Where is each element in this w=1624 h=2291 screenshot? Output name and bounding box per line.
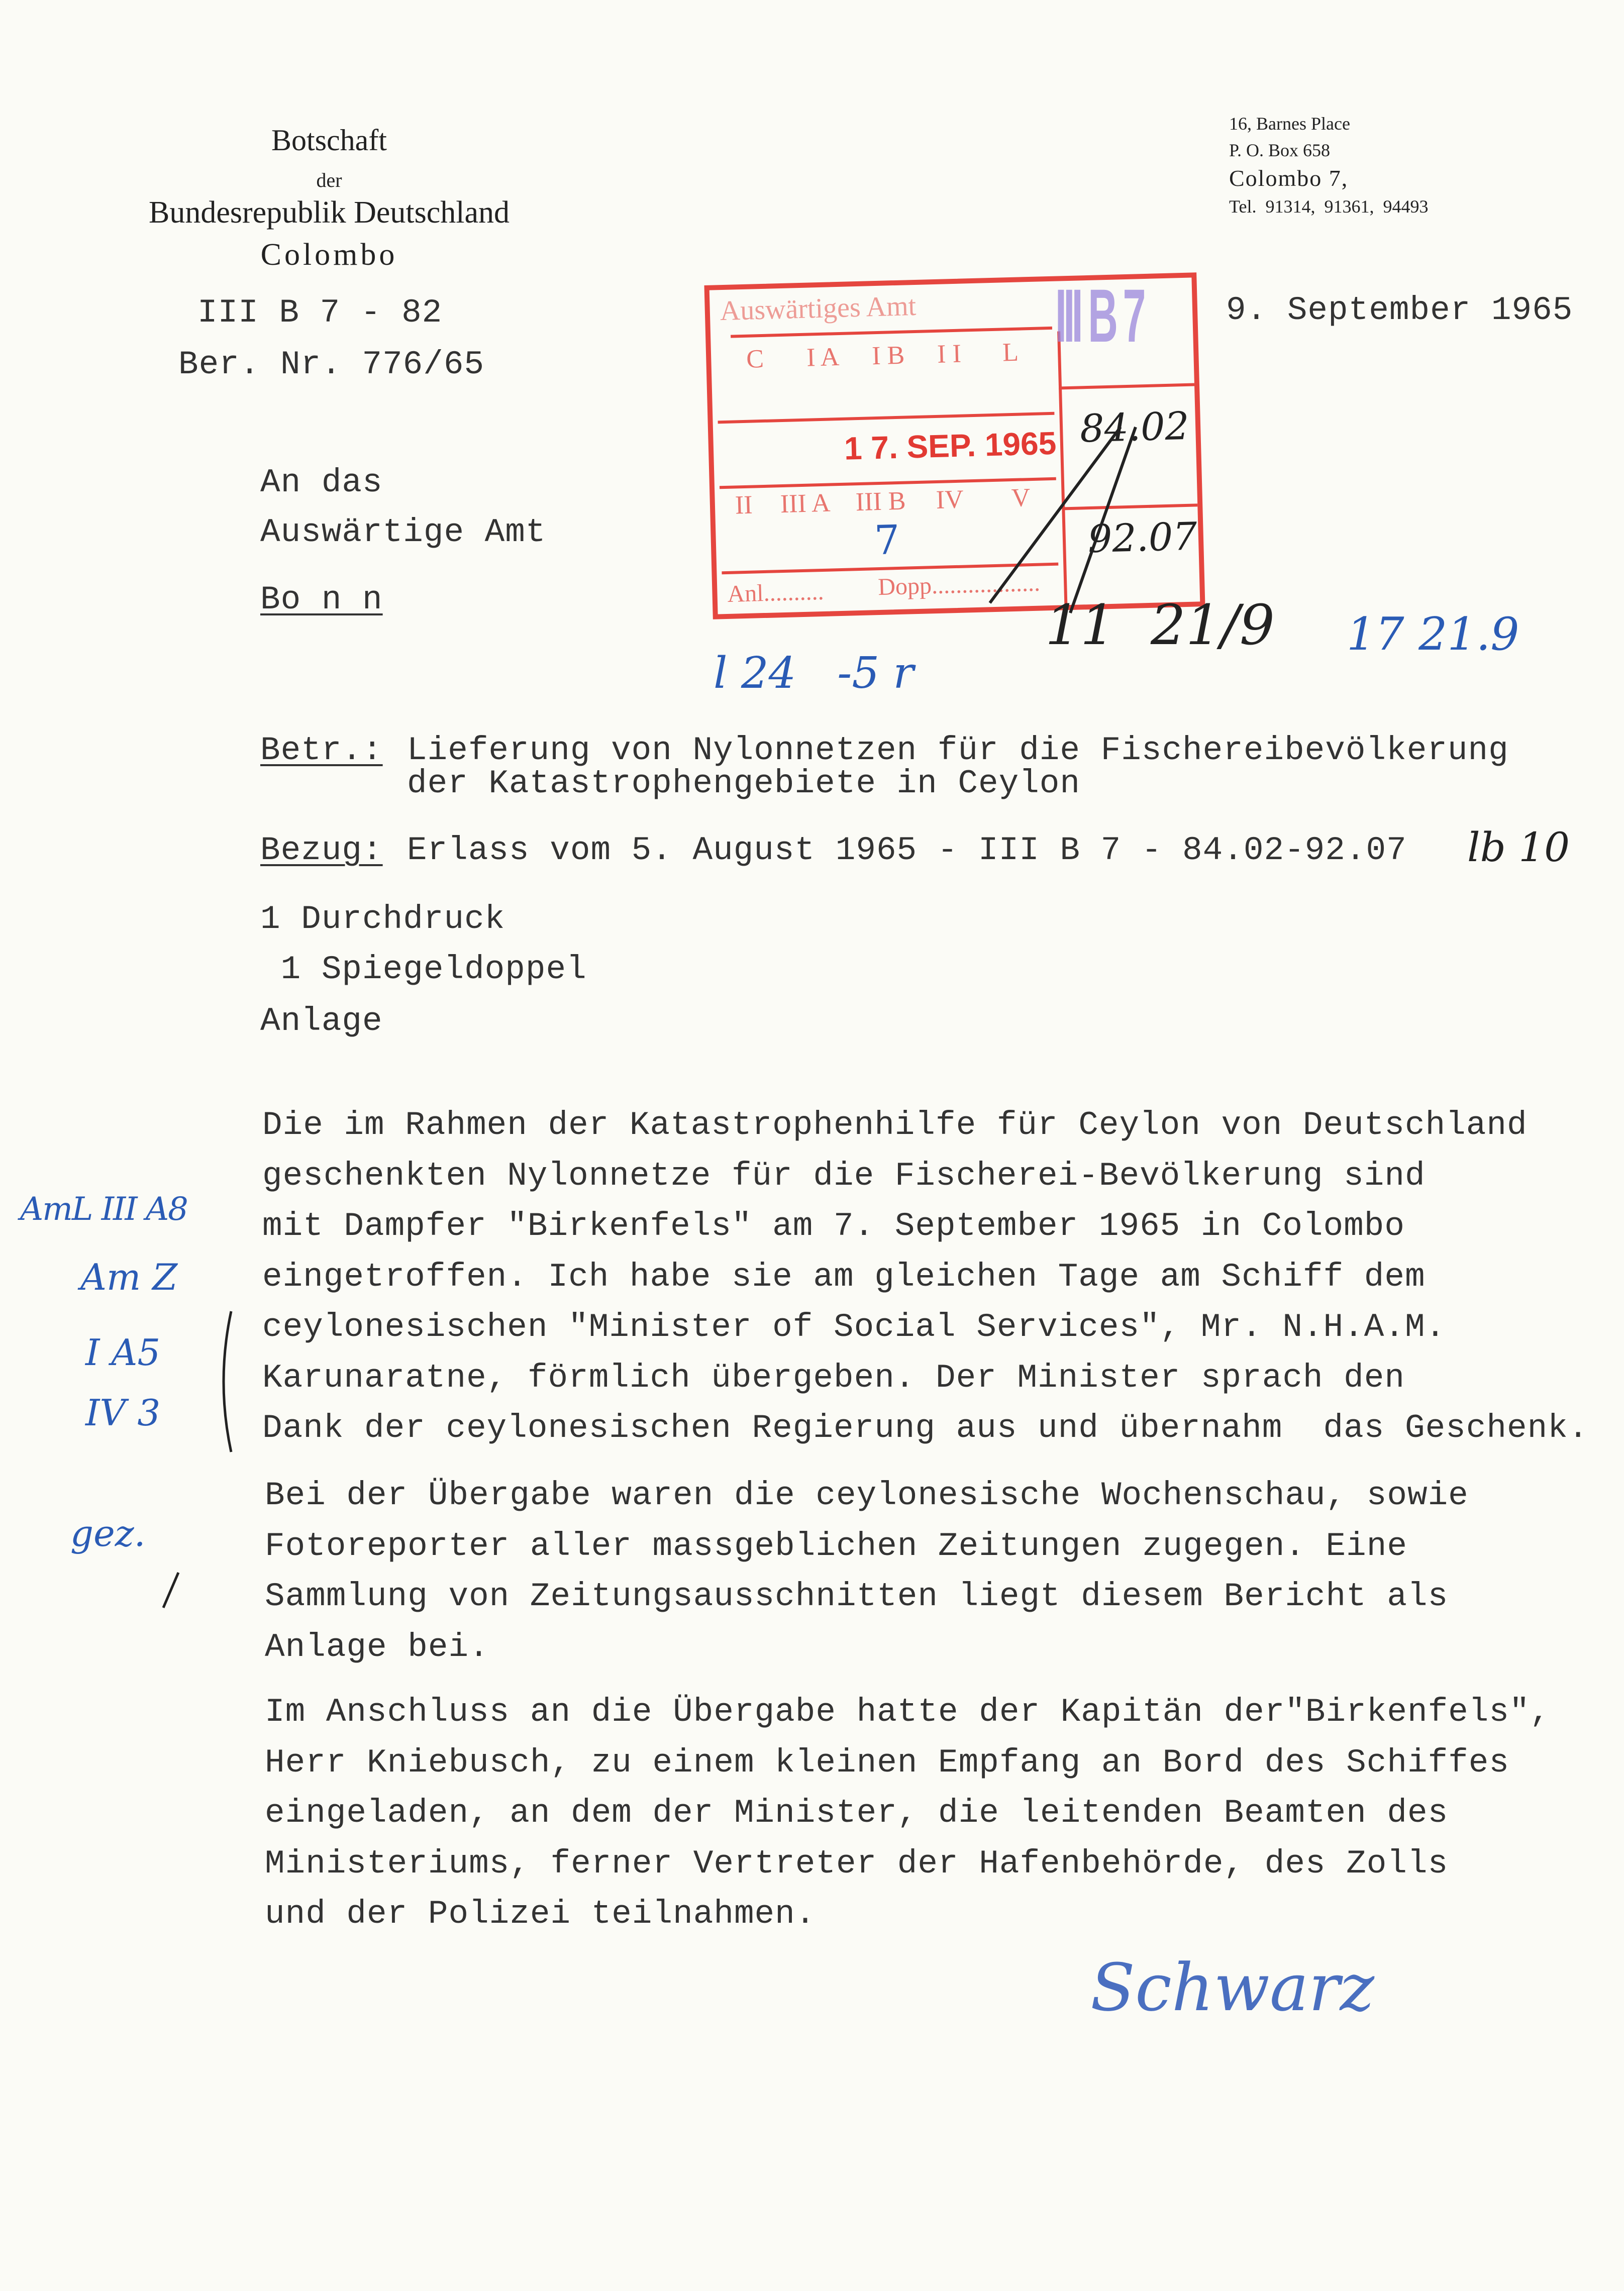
stamp-enclosures: Anl.......... <box>727 578 825 607</box>
stamp-cell: IV <box>936 485 964 515</box>
file-code-1: 84.02 <box>1079 403 1190 451</box>
enclosure-line2: 1 Spiegeldoppel <box>260 951 587 988</box>
margin-note-3: I A5 <box>85 1331 161 1374</box>
file-code-2: 92.07 <box>1087 513 1198 562</box>
body-line: Ministeriums, ferner Vertreter der Hafenbehörde, des Zolls <box>265 1844 1449 1883</box>
recipient-line2: Auswärtige Amt <box>260 513 546 551</box>
recipient-city: Bo n n <box>260 581 383 618</box>
stamp-cell: I I <box>937 339 962 369</box>
margin-bracket <box>211 1306 241 1457</box>
body-line: Fotoreporter aller massgeblichen Zeitungen zugegen. Eine <box>265 1527 1407 1565</box>
stamp-cell: III A <box>780 488 831 519</box>
body-line: geschenkten Nylonnetze für die Fischerei-Bevölkerung sind <box>262 1157 1426 1195</box>
margin-note-5: gez. <box>70 1512 146 1554</box>
subject-line2: der Katastrophengebiete in Ceylon <box>407 765 1081 802</box>
body-line: Im Anschluss an die Übergabe hatte der Kapitän der"Birkenfels", <box>265 1693 1551 1731</box>
letterhead-country: Bundesrepublik Deutschland <box>148 195 510 230</box>
address-tel: Tel. 91314, 91361, 94493 <box>1229 196 1429 217</box>
body-line: Bei der Übergabe waren die ceylonesische Wochenschau, sowie <box>265 1477 1469 1514</box>
body-paragraph-3 <box>265 1687 1550 1940</box>
address-street: 16, Barnes Place <box>1229 114 1350 134</box>
report-number: Ber. Nr. 776/65 <box>178 346 485 383</box>
signature: Schwarz <box>1090 1949 1375 2026</box>
body-line: Die im Rahmen der Katastrophenhilfe für Ceylon von Deutschland <box>262 1106 1528 1144</box>
body-paragraph-2 <box>265 1471 1469 1673</box>
body-line: Dank der ceylonesischen Regierung aus und übernahm das Geschenk. <box>262 1409 1589 1447</box>
handwritten-stroke <box>970 412 1196 623</box>
stamp-cell: I B <box>871 341 905 371</box>
subject-label: Betr.: <box>260 732 383 769</box>
stamp-header: Auswärtiges Amt <box>720 290 917 327</box>
stamp-dept-handwritten: 7 <box>873 516 900 564</box>
margin-tick <box>156 1568 186 1618</box>
letterhead-city: Colombo <box>260 238 398 272</box>
body-line: eingeladen, an dem der Minister, die leitenden Beamten des <box>265 1794 1449 1832</box>
body-line: und der Polizei teilnahmen. <box>265 1895 816 1933</box>
handwritten-note-blue: l 24 -5 r <box>714 648 914 698</box>
enclosure-line1: 1 Durchdruck <box>260 900 505 938</box>
recipient-line1: An das <box>260 464 383 501</box>
letterhead-der: der <box>316 169 342 191</box>
stamp-cell: I A <box>806 342 840 372</box>
margin-note-2: Am Z <box>80 1256 178 1298</box>
purple-department-stamp: III B 7 <box>1055 273 1143 358</box>
body-line: Herr Kniebusch, zu einem kleinen Empfang an Bord des Schiffes <box>265 1743 1509 1782</box>
stamp-cell: III B <box>855 486 906 517</box>
body-line: ceylonesischen "Minister of Social Services", Mr. N.H.A.M. <box>262 1308 1446 1346</box>
file-reference: III B 7 - 82 <box>197 294 443 332</box>
stamp-date: 1 7. SEP. 1965 <box>844 425 1057 467</box>
stamp-cell: C <box>746 344 764 374</box>
body-line: Anlage bei. <box>265 1628 489 1666</box>
margin-note-1: AmL III A8 <box>20 1191 187 1228</box>
bezug-handwritten-note: lb 10 <box>1467 824 1570 871</box>
letter-date: 9. September 1965 <box>1226 291 1573 329</box>
reference-label: Bezug: <box>260 831 383 869</box>
stamp-copies: Dopp.................. <box>877 569 1041 601</box>
letterhead-embassy: Botschaft <box>271 124 387 157</box>
address-pobox: P. O. Box 658 <box>1229 140 1331 160</box>
enclosure-line3: Anlage <box>260 1002 383 1040</box>
margin-note-4: IV 3 <box>85 1392 161 1434</box>
body-line: Sammlung von Zeitungsausschnitten liegt diesem Bericht als <box>265 1578 1449 1615</box>
stamp-cell: V <box>1011 483 1031 513</box>
reference-text: Erlass vom 5. August 1965 - III B 7 - 84.02-92.07 <box>407 831 1407 869</box>
body-line: Karunaratne, förmlich übergeben. Der Minister sprach den <box>262 1359 1405 1397</box>
stamp-cell: II <box>735 490 753 520</box>
handwritten-note-black: 11 21/9 <box>1045 593 1275 657</box>
stamp-cell: L <box>1002 338 1019 367</box>
body-paragraph-1 <box>262 1100 1588 1454</box>
body-line: mit Dampfer "Birkenfels" am 7. September 1965 in Colombo <box>262 1207 1405 1245</box>
subject-line1: Lieferung von Nylonnetzen für die Fischereibevölkerung <box>407 732 1509 769</box>
address-city: Colombo 7, <box>1229 165 1349 191</box>
body-line: eingetroffen. Ich habe sie am gleichen Tage am Schiff dem <box>262 1258 1426 1296</box>
handwritten-initials: 17 21.9 <box>1347 608 1519 661</box>
